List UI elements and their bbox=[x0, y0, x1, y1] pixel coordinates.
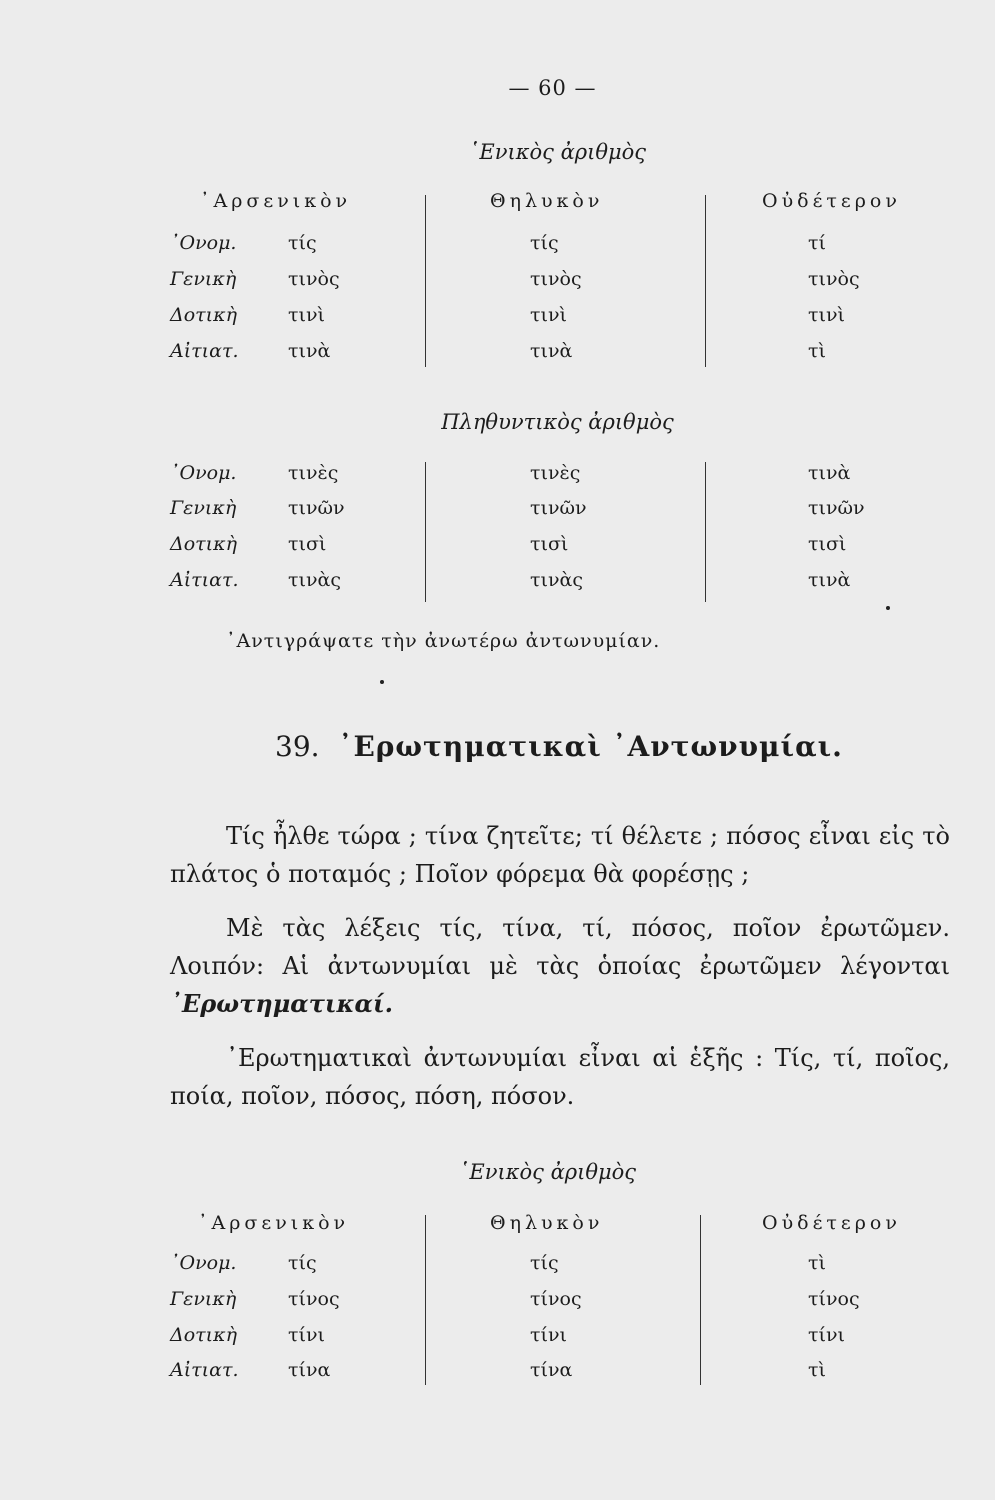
neuter-form: τὶ bbox=[808, 340, 826, 362]
case-label: ᾿Ονομ. bbox=[170, 232, 237, 254]
masculine-form: τινῶν bbox=[288, 497, 345, 519]
table3-row bbox=[0, 1359, 995, 1389]
neuter-form: τινὰ bbox=[808, 462, 851, 484]
table1-row bbox=[0, 268, 995, 298]
case-label: Δοτικὴ bbox=[170, 304, 237, 326]
masculine-form: τίς bbox=[288, 1252, 317, 1274]
feminine-form: τίνα bbox=[530, 1359, 573, 1381]
table2-row bbox=[0, 462, 995, 492]
section-heading bbox=[275, 730, 843, 763]
table1-col-masculine: ᾿Αρσενικὸν bbox=[200, 190, 352, 212]
feminine-form: τινῶν bbox=[530, 497, 587, 519]
table2-row bbox=[0, 569, 995, 599]
masculine-form: τινὰ bbox=[288, 340, 331, 362]
feminine-form: τινὶ bbox=[530, 304, 567, 326]
table3-col-feminine: Θηλυκὸν bbox=[490, 1212, 604, 1234]
table1-heading: ῾Ενικὸς ἀριθμὸς bbox=[468, 140, 647, 164]
ink-speck bbox=[380, 680, 384, 684]
paragraph-1: Τίς ἦλθε τώρα ; τίνα ζητεῖτε; τί θέλετε ; πόσος εἶναι εἰς τὸ πλάτος ὁ ποταμός ; Ποῖον φόρεμα θὰ φορέσῃς ; bbox=[170, 822, 950, 888]
neuter-form: τισὶ bbox=[808, 533, 847, 555]
table3-heading: ῾Ενικὸς ἀριθμὸς bbox=[458, 1160, 637, 1184]
table3-row bbox=[0, 1252, 995, 1282]
case-label: Δοτικὴ bbox=[170, 1324, 237, 1346]
case-label: Γενικὴ bbox=[170, 268, 237, 290]
neuter-form: τινὸς bbox=[808, 268, 860, 290]
masculine-form: τίνα bbox=[288, 1359, 331, 1381]
table1-row bbox=[0, 340, 995, 370]
feminine-form: τισὶ bbox=[530, 533, 569, 555]
neuter-form: τί bbox=[808, 232, 826, 254]
feminine-form: τίνι bbox=[530, 1324, 567, 1346]
table3-row bbox=[0, 1288, 995, 1318]
table1-row bbox=[0, 304, 995, 334]
case-label: Γενικὴ bbox=[170, 1288, 237, 1310]
ink-speck bbox=[886, 606, 890, 610]
feminine-form: τινὸς bbox=[530, 268, 582, 290]
feminine-form: τινὲς bbox=[530, 462, 581, 484]
section-title: ᾿Ερωτηματικαὶ ᾿Αντωνυμίαι. bbox=[338, 730, 843, 763]
neuter-form: τίνος bbox=[808, 1288, 860, 1310]
case-label: Αἰτιατ. bbox=[170, 1359, 239, 1381]
paragraph-2-text: Μὲ τὰς λέξεις τίς, τίνα, τί, πόσος, ποῖον ἐρωτῶμεν. Λοιπόν: Αἱ ἀντωνυμίαι μὲ τὰς ὁποίας ἐρωτῶμεν λέγονται bbox=[170, 914, 950, 980]
table1-col-neuter: Οὐδέτερον bbox=[762, 190, 901, 212]
neuter-form: τινὶ bbox=[808, 304, 845, 326]
case-label: Γενικὴ bbox=[170, 497, 237, 519]
paragraph-2-emphasis: ᾿Ερωτηματικαί. bbox=[170, 989, 393, 1018]
table3-col-masculine: ᾿Αρσενικὸν bbox=[198, 1212, 350, 1234]
masculine-form: τίς bbox=[288, 232, 317, 254]
masculine-form: τίνος bbox=[288, 1288, 340, 1310]
instruction-text: ᾿Αντιγράψατε τὴν ἀνωτέρω ἀντωνυμίαν. bbox=[226, 630, 661, 652]
masculine-form: τίνι bbox=[288, 1324, 325, 1346]
table2-row bbox=[0, 497, 995, 527]
masculine-form: τινὸς bbox=[288, 268, 340, 290]
table1-row bbox=[0, 232, 995, 262]
page-number: — 60 — bbox=[508, 76, 597, 100]
masculine-form: τινὲς bbox=[288, 462, 339, 484]
case-label: Αἰτιατ. bbox=[170, 340, 239, 362]
masculine-form: τισὶ bbox=[288, 533, 327, 555]
paragraph-3: ᾿Ερωτηματικαὶ ἀντωνυμίαι εἶναι αἱ ἑξῆς : Τίς, τί, ποῖος, ποία, ποῖον, πόσος, πόση, πόσον. bbox=[170, 1044, 950, 1110]
feminine-form: τινὰ bbox=[530, 340, 573, 362]
case-label: Αἰτιατ. bbox=[170, 569, 239, 591]
table2-row bbox=[0, 533, 995, 563]
table3-col-neuter: Οὐδέτερον bbox=[762, 1212, 901, 1234]
table3-row bbox=[0, 1324, 995, 1354]
feminine-form: τίνος bbox=[530, 1288, 582, 1310]
case-label: Δοτικὴ bbox=[170, 533, 237, 555]
section-number: 39. bbox=[275, 730, 320, 763]
feminine-form: τίς bbox=[530, 232, 559, 254]
neuter-form: τὶ bbox=[808, 1252, 826, 1274]
table1-col-feminine: Θηλυκὸν bbox=[490, 190, 604, 212]
masculine-form: τινὶ bbox=[288, 304, 325, 326]
paragraph-2 bbox=[170, 910, 950, 1024]
neuter-form: τίνι bbox=[808, 1324, 845, 1346]
feminine-form: τινὰς bbox=[530, 569, 583, 591]
case-label: ᾿Ονομ. bbox=[170, 462, 237, 484]
neuter-form: τὶ bbox=[808, 1359, 826, 1381]
masculine-form: τινὰς bbox=[288, 569, 341, 591]
neuter-form: τινὰ bbox=[808, 569, 851, 591]
feminine-form: τίς bbox=[530, 1252, 559, 1274]
case-label: ᾿Ονομ. bbox=[170, 1252, 237, 1274]
neuter-form: τινῶν bbox=[808, 497, 865, 519]
table2-heading: Πληθυντικὸς ἀριθμὸς bbox=[441, 410, 674, 434]
